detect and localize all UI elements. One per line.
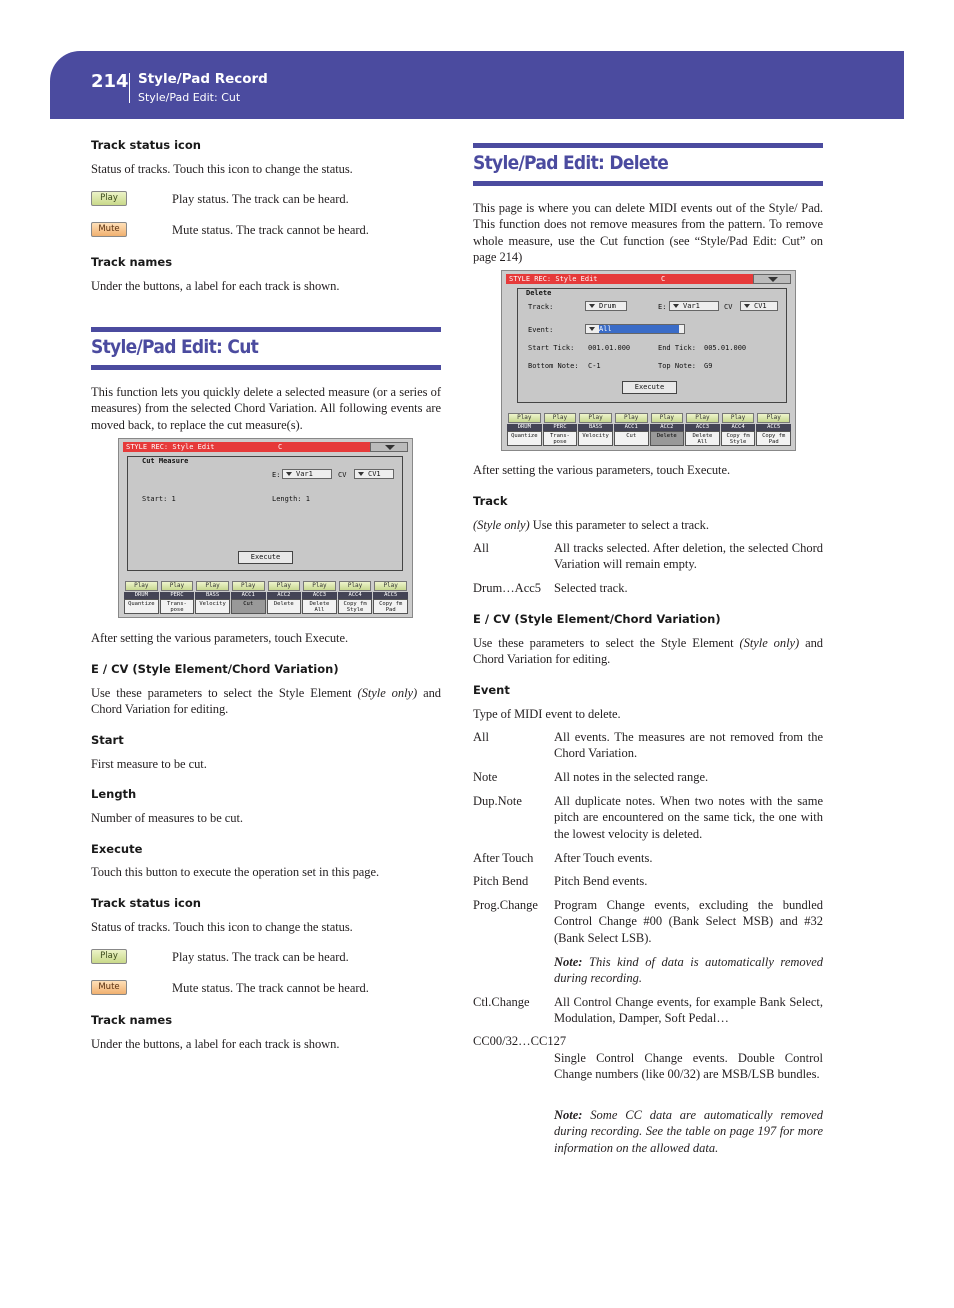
definition-term: CC00/32…CC127 bbox=[473, 1034, 567, 1048]
track-status-button[interactable]: Play bbox=[196, 581, 229, 591]
track-status-button[interactable]: Play bbox=[161, 581, 194, 591]
panel-title: Cut Measure bbox=[142, 457, 189, 465]
note-text bbox=[554, 1107, 823, 1156]
chevron-down-icon bbox=[744, 304, 750, 308]
track-name: PERC bbox=[543, 424, 578, 431]
track-name: ACC1 bbox=[231, 592, 266, 599]
element-value: Var1 bbox=[683, 302, 700, 310]
element-dropdown[interactable] bbox=[282, 469, 332, 479]
track-status-button[interactable]: Play bbox=[615, 413, 648, 423]
definition-text: After Touch events. bbox=[554, 851, 653, 865]
track-status-button[interactable]: Play bbox=[232, 581, 265, 591]
definition-term: Pitch Bend bbox=[473, 874, 529, 888]
track-name: DRUM bbox=[507, 424, 542, 431]
panel-title: Delete bbox=[526, 289, 552, 297]
track-function-button[interactable]: Trans- pose bbox=[543, 431, 578, 446]
track-status-button[interactable]: Play bbox=[579, 413, 612, 423]
paragraph: Status of tracks. Touch this icon to change the status. bbox=[91, 162, 353, 176]
play-status-icon: Play bbox=[91, 949, 127, 964]
event-label: Event: bbox=[528, 326, 554, 334]
track-strip bbox=[507, 413, 542, 447]
track-function-button[interactable]: Cut bbox=[614, 431, 649, 446]
track-status-button[interactable]: Play bbox=[508, 413, 541, 423]
definition-term: All bbox=[473, 541, 489, 555]
note-label: Note: bbox=[554, 955, 583, 969]
track-name: ACC5 bbox=[373, 592, 408, 599]
delete-screenshot bbox=[501, 270, 796, 451]
track-name: ACC2 bbox=[267, 592, 302, 599]
page-header bbox=[50, 51, 904, 119]
track-strip bbox=[160, 581, 195, 615]
track-function-button[interactable]: Quantize bbox=[124, 599, 159, 614]
section-heading: E / CV (Style Element/Chord Variation) bbox=[91, 662, 339, 676]
bottom-note-field[interactable]: C-1 bbox=[588, 362, 601, 370]
cv-value: CV1 bbox=[368, 470, 381, 478]
page-number: 214 bbox=[91, 71, 129, 92]
track-status-button[interactable]: Play bbox=[125, 581, 158, 591]
definition-text: All tracks selected. After deletion, the selected Chord Variation will remain empty. bbox=[554, 541, 823, 572]
element-dropdown[interactable] bbox=[669, 301, 719, 311]
definition-text: Selected track. bbox=[554, 581, 628, 595]
track-status-button[interactable]: Play bbox=[686, 413, 719, 423]
section-title: Style/Pad Edit: Delete bbox=[473, 152, 669, 174]
e-label: E: bbox=[272, 471, 281, 479]
end-tick-label: End Tick: bbox=[658, 344, 696, 352]
track-name: ACC4 bbox=[338, 592, 373, 599]
paragraph bbox=[473, 635, 823, 668]
text-run-italic: (Style only) bbox=[473, 518, 530, 532]
track-name: BASS bbox=[195, 592, 230, 599]
screen-menu-button[interactable] bbox=[370, 442, 408, 452]
paragraph bbox=[473, 517, 823, 533]
track-function-button[interactable]: Delete bbox=[267, 599, 302, 614]
section-heading: Event bbox=[473, 683, 510, 697]
track-function-button[interactable]: Cut bbox=[231, 599, 266, 614]
track-status-button[interactable]: Play bbox=[722, 413, 755, 423]
section-heading: Execute bbox=[91, 842, 143, 856]
icon-description: Mute status. The track cannot be heard. bbox=[172, 981, 369, 995]
bottom-note-label: Bottom Note: bbox=[528, 362, 579, 370]
track-status-button[interactable]: Play bbox=[544, 413, 577, 423]
paragraph: Number of measures to be cut. bbox=[91, 811, 243, 825]
track-name: PERC bbox=[160, 592, 195, 599]
track-strip bbox=[614, 413, 649, 447]
note-text bbox=[554, 954, 823, 987]
chevron-down-icon bbox=[589, 304, 595, 308]
track-strip bbox=[650, 413, 685, 447]
track-strip bbox=[302, 581, 337, 615]
track-status-button[interactable]: Play bbox=[374, 581, 407, 591]
track-status-button[interactable]: Play bbox=[268, 581, 301, 591]
mute-status-icon: Mute bbox=[91, 222, 127, 237]
note-label: Note: bbox=[554, 1108, 583, 1122]
paragraph: First measure to be cut. bbox=[91, 757, 207, 771]
cut-measure-panel bbox=[127, 456, 403, 571]
e-label: E: bbox=[658, 303, 667, 311]
event-value: All bbox=[599, 325, 679, 333]
text-run: Use this parameter to select a track. bbox=[529, 518, 709, 532]
screen-title: STYLE REC: Style Edit bbox=[126, 443, 215, 451]
definition-term: Note bbox=[473, 770, 498, 784]
track-function-button[interactable]: Copy fm Style bbox=[338, 599, 373, 614]
section-title: Style/Pad Edit: Cut bbox=[91, 336, 259, 358]
definition-term: Dup.Note bbox=[473, 794, 522, 808]
text-run: This kind of data is automatically removed during recording. bbox=[554, 955, 823, 986]
execute-button[interactable]: Execute bbox=[238, 551, 293, 564]
screen-chord-label: C bbox=[661, 275, 666, 283]
track-strip bbox=[578, 413, 613, 447]
top-note-field[interactable]: G9 bbox=[704, 362, 713, 370]
track-name: ACC5 bbox=[756, 424, 791, 431]
screen-chord-label: C bbox=[278, 443, 283, 451]
start-field[interactable]: Start: 1 bbox=[142, 495, 176, 503]
screen-title: STYLE REC: Style Edit bbox=[509, 275, 598, 283]
paragraph: Touch this button to execute the operation set in this page. bbox=[91, 865, 380, 879]
track-name: ACC2 bbox=[650, 424, 685, 431]
section-title-bar bbox=[91, 327, 441, 370]
section-heading: Length bbox=[91, 787, 137, 801]
text-run: Use these parameters to select the Style Element bbox=[473, 636, 740, 650]
section-heading: E / CV (Style Element/Chord Variation) bbox=[473, 612, 721, 626]
execute-button[interactable]: Execute bbox=[622, 381, 677, 394]
definition-term: All bbox=[473, 730, 489, 744]
chevron-down-icon bbox=[589, 327, 595, 331]
cut-measure-screenshot bbox=[118, 438, 413, 618]
event-dropdown[interactable] bbox=[585, 324, 685, 334]
track-function-button[interactable]: Velocity bbox=[578, 431, 613, 446]
cv-value: CV1 bbox=[754, 302, 767, 310]
header-title: Style/Pad Record bbox=[138, 71, 268, 87]
definition-text: Program Change events, excluding the bundled Control Change #00 (Bank Select MSB) and #32 (Bank Select LSB). bbox=[554, 898, 823, 945]
track-function-button[interactable]: Delete All bbox=[302, 599, 337, 614]
definition-text: Single Control Change events. Double Control Change numbers (like 00/32) are MSB/LSB bundles. bbox=[554, 1051, 823, 1082]
track-dropdown[interactable] bbox=[585, 301, 627, 311]
section-heading: Track bbox=[473, 494, 508, 508]
start-tick-label: Start Tick: bbox=[528, 344, 575, 352]
paragraph: After setting the various parameters, touch Execute. bbox=[91, 631, 349, 645]
icon-description: Play status. The track can be heard. bbox=[172, 950, 349, 964]
paragraph: After setting the various parameters, touch Execute. bbox=[473, 463, 731, 477]
track-label: Track: bbox=[528, 303, 554, 311]
screen-menu-button[interactable] bbox=[753, 274, 791, 284]
text-run-italic: (Style only) bbox=[357, 686, 418, 700]
track-status-button[interactable]: Play bbox=[339, 581, 372, 591]
text-run: and Chord Variation for editing. bbox=[473, 636, 824, 667]
track-name: ACC1 bbox=[614, 424, 649, 431]
definition-term: After Touch bbox=[473, 851, 534, 865]
track-function-button[interactable]: Copy fm Pad bbox=[373, 599, 408, 614]
paragraph: This page is where you can delete MIDI events out of the Style/ Pad. This function does not remove measures from the pattern. To remove whole measure, use the Cut function (see “Style/Pad Edit: Cut” on page 214) bbox=[473, 201, 823, 265]
icon-description: Play status. The track can be heard. bbox=[172, 192, 349, 206]
definition-text: All notes in the selected range. bbox=[554, 770, 709, 784]
icon-description: Mute status. The track cannot be heard. bbox=[172, 223, 369, 237]
section-heading: Start bbox=[91, 733, 124, 747]
definition-term: Prog.Change bbox=[473, 898, 538, 912]
track-status-button[interactable]: Play bbox=[757, 413, 790, 423]
cv-dropdown[interactable] bbox=[740, 301, 778, 311]
section-heading: Track names bbox=[91, 1013, 173, 1027]
track-name: ACC3 bbox=[685, 424, 720, 431]
definition-term: Ctl.Change bbox=[473, 995, 530, 1009]
track-name: DRUM bbox=[124, 592, 159, 599]
paragraph bbox=[91, 685, 441, 718]
paragraph: This function lets you quickly delete a selected measure (or a series of measures) from the selected Chord Variation. All following events are moved back, to replace the cut measure(s). bbox=[91, 385, 441, 432]
mute-status-icon: Mute bbox=[91, 980, 127, 995]
section-heading: Track names bbox=[91, 255, 173, 269]
header-subtitle: Style/Pad Edit: Cut bbox=[138, 91, 241, 104]
track-status-button[interactable]: Play bbox=[303, 581, 336, 591]
play-status-icon: Play bbox=[91, 191, 127, 206]
track-function-button[interactable]: Delete All bbox=[685, 431, 720, 446]
track-strip bbox=[543, 413, 578, 447]
delete-panel bbox=[517, 288, 787, 403]
chevron-down-icon bbox=[673, 304, 679, 308]
paragraph: Under the buttons, a label for each track is shown. bbox=[91, 1037, 340, 1051]
text-run-italic: (Style only) bbox=[739, 636, 800, 650]
screen-title-bar bbox=[506, 274, 791, 284]
track-strip bbox=[373, 581, 408, 615]
cv-label: CV bbox=[338, 471, 347, 479]
element-value: Var1 bbox=[296, 470, 313, 478]
text-run: and Chord Variation for editing. bbox=[91, 686, 442, 717]
paragraph: Under the buttons, a label for each track is shown. bbox=[91, 279, 340, 293]
header-divider bbox=[129, 73, 130, 103]
definition-text: All events. The measures are not removed from the Chord Variation. bbox=[554, 730, 823, 761]
chevron-down-icon bbox=[358, 472, 364, 476]
track-strip bbox=[267, 581, 302, 615]
start-tick-field[interactable]: 001.01.000 bbox=[588, 344, 631, 352]
track-strip bbox=[195, 581, 230, 615]
end-tick-field[interactable]: 005.01.000 bbox=[704, 344, 747, 352]
track-buttons bbox=[124, 581, 409, 615]
track-status-button[interactable]: Play bbox=[651, 413, 684, 423]
track-name: BASS bbox=[578, 424, 613, 431]
track-strip bbox=[231, 581, 266, 615]
definition-text: All Control Change events, for example Bank Select, Modulation, Damper, Soft Pedal… bbox=[554, 995, 823, 1026]
length-field[interactable]: Length: 1 bbox=[272, 495, 310, 503]
track-name: ACC3 bbox=[302, 592, 337, 599]
track-function-button[interactable]: Quantize bbox=[507, 431, 542, 446]
cv-dropdown[interactable] bbox=[354, 469, 394, 479]
track-buttons bbox=[507, 413, 792, 447]
text-run: Use these parameters to select the Style Element bbox=[91, 686, 358, 700]
track-function-button[interactable]: Velocity bbox=[195, 599, 230, 614]
section-heading: Track status icon bbox=[91, 896, 201, 910]
text-run: Some CC data are automatically removed during recording. See the table on page 197 for more information on the allowed data. bbox=[554, 1108, 823, 1155]
top-note-label: Top Note: bbox=[658, 362, 696, 370]
track-value: Drum bbox=[599, 302, 616, 310]
definition-text: Pitch Bend events. bbox=[554, 874, 648, 888]
track-function-button[interactable]: Trans- pose bbox=[160, 599, 195, 614]
paragraph: Status of tracks. Touch this icon to change the status. bbox=[91, 920, 353, 934]
definition-text: All duplicate notes. When two notes with the same pitch are encountered on the same tick, the one with the lowest velocity is deleted. bbox=[554, 794, 823, 841]
paragraph: Type of MIDI event to delete. bbox=[473, 707, 621, 721]
screen-title-bar bbox=[123, 442, 408, 452]
track-function-button[interactable]: Copy fm Pad bbox=[756, 431, 791, 446]
chevron-down-icon bbox=[286, 472, 292, 476]
track-strip bbox=[338, 581, 373, 615]
track-strip bbox=[756, 413, 791, 447]
track-function-button[interactable]: Delete bbox=[650, 431, 685, 446]
section-heading: Track status icon bbox=[91, 138, 201, 152]
cv-label: CV bbox=[724, 303, 733, 311]
definition-term: Drum…Acc5 bbox=[473, 581, 542, 595]
track-function-button[interactable]: Copy fm Style bbox=[721, 431, 756, 446]
track-strip bbox=[721, 413, 756, 447]
track-strip bbox=[685, 413, 720, 447]
track-name: ACC4 bbox=[721, 424, 756, 431]
section-title-bar bbox=[473, 143, 823, 186]
track-strip bbox=[124, 581, 159, 615]
